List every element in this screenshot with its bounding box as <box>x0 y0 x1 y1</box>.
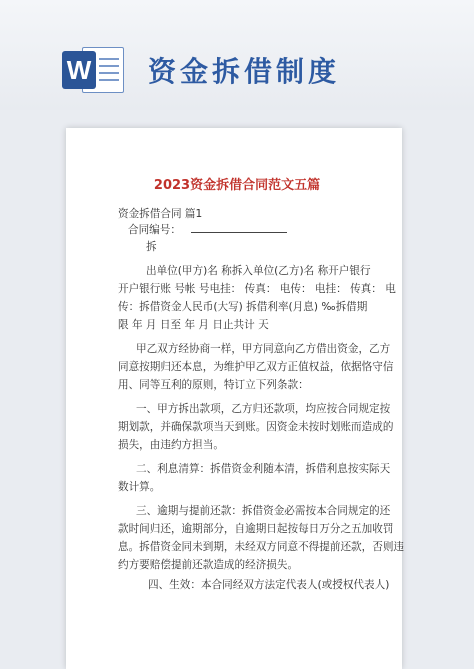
body-line: 三、逾期与提前还款：拆借资金必需按本合同规定的还 <box>136 505 391 517</box>
body-line: 数计算。 <box>118 481 161 493</box>
section-heading: 资金拆借合同 篇1 <box>118 208 203 220</box>
body-line: 出单位(甲方)名 称拆入单位(乙方)名 称开户银行 <box>146 265 371 277</box>
body-line: 一、甲方拆出款项，乙方归还款项，均应按合同规定按 <box>136 403 391 415</box>
body-line: 限 年 月 日至 年 月 日止共计 天 <box>118 319 269 331</box>
body-line: 同意按期归还本息，为维护甲乙双方正值权益，依据恪守信 <box>118 361 394 373</box>
word-badge: W <box>62 51 96 89</box>
body-line: 甲乙双方经协商一样，甲方同意向乙方借出资金，乙方 <box>136 343 391 355</box>
banner <box>0 0 474 110</box>
contract-number-field <box>191 222 287 233</box>
body-line: 拆 <box>146 241 157 253</box>
body-line: 二、利息清算：拆借资金利随本清，拆借利息按实际天 <box>136 463 391 475</box>
banner-title: 资金拆借制度 <box>148 55 341 88</box>
body-line: 期划款，并确保款项当天到账。因资金未按时划账而造成的 <box>118 421 394 433</box>
body-line: 损失，由违约方担当。 <box>118 439 224 451</box>
body-line: 用、同等互利的原则，特订立下列条款： <box>118 379 309 391</box>
document-title: 2023资金拆借合同范文五篇 <box>153 178 321 193</box>
word-document-icon <box>62 44 126 96</box>
contract-number-label: 合同编号： <box>128 224 181 236</box>
body-line: 息。拆借资金同未到期，未经双方同意不得提前还款，否则违 <box>118 541 405 553</box>
body-line: 约方要赔偿提前还款造成的经济损失。 <box>118 559 299 571</box>
body-line: 四、生效：本合同经双方法定代表人(或授权代表人) <box>148 579 390 591</box>
body-line: 开户银行账 号帐 号电挂： 传真： 电传： 电挂： 传真： 电 <box>118 283 396 295</box>
contract-number-row <box>128 222 287 237</box>
body-line: 款时间归还，逾期部分，自逾期日起按每日万分之五加收罚 <box>118 523 394 535</box>
body-line: 传：拆借资金人民币(大写) 拆借利率(月息) ‰拆借期 <box>118 301 368 313</box>
